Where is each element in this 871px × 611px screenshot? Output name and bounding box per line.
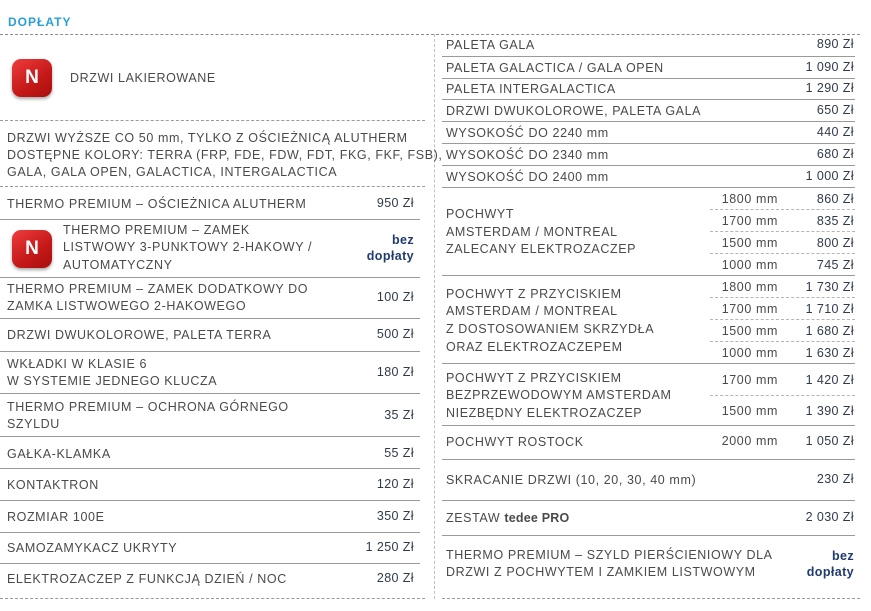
row-price: 230 Zł: [816, 472, 854, 486]
row-label: KONTAKTRON: [7, 478, 99, 492]
size-value: 1700 mm: [721, 214, 778, 228]
row-label: WYSOKOŚĆ DO 2400 mm: [446, 170, 609, 184]
section-heading: DOPŁATY: [8, 15, 72, 29]
zestaw-brand: tedee PRO: [504, 511, 570, 525]
row-label: THERMO PREMIUM – OCHRONA GÓRNEGO: [7, 400, 289, 414]
row-paleta-galactica: [442, 57, 855, 79]
sub-divider: [710, 297, 855, 298]
sub-divider: [710, 231, 855, 232]
size-price: 745 Zł: [816, 258, 854, 272]
row-label: PALETA INTERGALACTICA: [446, 82, 616, 96]
row-galka: [0, 437, 420, 469]
row-price: 890 Zł: [816, 37, 854, 51]
size-value: 1500 mm: [721, 404, 778, 418]
sub-divider: [710, 253, 855, 254]
row-label: THERMO PREMIUM – ZAMEK DODATKOWY DO: [7, 282, 309, 296]
row-label: THERMO PREMIUM – SZYLD PIERŚCIENIOWY DLA: [446, 548, 773, 562]
size-value: 1700 mm: [721, 373, 778, 387]
group-label: POCHWYT: [446, 207, 515, 221]
row-label: GAŁKA-KLAMKA: [7, 447, 111, 461]
wyzsze-line-2: DOSTĘPNE KOLORY: TERRA (FRP, FDE, FDW, FDT, FKG, FKF, FSB),: [7, 148, 443, 162]
wyzsze-line-3: GALA, GALA OPEN, GALACTICA, INTERGALACTICA: [7, 165, 338, 179]
group-label: POCHWYT Z PRZYCISKIEM: [446, 287, 622, 301]
row-label: PALETA GALA: [446, 38, 535, 52]
lakierowane-label: DRZWI LAKIEROWANE: [70, 71, 216, 85]
row-rozmiar: [0, 501, 420, 533]
size-value: 1500 mm: [721, 236, 778, 250]
row-ochrona-szyldu: [0, 394, 420, 437]
group-pochwyt-rostock: [442, 426, 855, 460]
group-pochwyt-bezprzewodowy: [442, 364, 855, 426]
row-label: SKRACANIE DRZWI (10, 20, 30, 40 mm): [446, 473, 697, 487]
row-label: W SYSTEMIE JEDNEGO KLUCZA: [7, 374, 218, 388]
row-elektrozaczep: [0, 564, 425, 599]
size-value: 1700 mm: [721, 302, 778, 316]
size-price: 860 Zł: [816, 192, 854, 206]
group-label: AMSTERDAM / MONTREAL: [446, 304, 618, 318]
group-label: AMSTERDAM / MONTREAL: [446, 225, 618, 239]
row-price: 950 Zł: [376, 196, 414, 210]
row-szyld: [442, 536, 860, 599]
row-price: 120 Zł: [376, 477, 414, 491]
size-value: 1000 mm: [721, 346, 778, 360]
row-price: 1 250 Zł: [365, 540, 414, 554]
sub-divider: [710, 341, 855, 342]
n-badge-icon: N: [12, 230, 52, 268]
size-value: 1000 mm: [721, 258, 778, 272]
row-price: 1 000 Zł: [805, 169, 854, 183]
row-label: WYSOKOŚĆ DO 2340 mm: [446, 148, 609, 162]
row-label: DRZWI DWUKOLOROWE, PALETA GALA: [446, 104, 702, 118]
group-label: ORAZ ELEKTROZACZEPEM: [446, 340, 623, 354]
row-paleta-intergalactica: [442, 79, 855, 100]
row-alutherm: [0, 187, 420, 220]
row-zamek-dodatkowy: [0, 278, 420, 319]
size-value: 1500 mm: [721, 324, 778, 338]
row-price: 1 090 Zł: [805, 60, 854, 74]
row-label: ZAMKA LISTWOWEGO 2-HAKOWEGO: [7, 299, 247, 313]
row-wysokosc-2340: [442, 144, 855, 166]
row-price: 35 Zł: [384, 408, 414, 422]
row-wysokosc-2400: [442, 166, 855, 188]
wyzsze-line-1: DRZWI WYŻSZE CO 50 mm, TYLKO Z OŚCIEŻNICĄ ALUTHERM: [7, 131, 408, 145]
row-price: 680 Zł: [816, 147, 854, 161]
row-label: LISTWOWY 3-PUNKTOWY 2-HAKOWY /: [63, 240, 313, 254]
group-label: NIEZBĘDNY ELEKTROZACZEP: [446, 406, 643, 420]
row-label: PALETA GALACTICA / GALA OPEN: [446, 61, 664, 75]
sub-divider: [710, 319, 855, 320]
row-label: DRZWI DWUKOLOROWE, PALETA TERRA: [7, 328, 272, 342]
row-samozamykacz: [0, 533, 420, 564]
size-price: 1 710 Zł: [805, 302, 854, 316]
size-value: 1800 mm: [721, 280, 778, 294]
row-dwukolorowe-gala: [442, 100, 855, 122]
row-label: WKŁADKI W KLASIE 6: [7, 357, 148, 371]
row-price: 350 Zł: [376, 509, 414, 523]
row-paleta-gala: [442, 34, 855, 57]
group-label: POCHWYT Z PRZYCISKIEM: [446, 371, 622, 385]
row-zestaw: [442, 501, 855, 536]
row-price: 1 290 Zł: [805, 81, 854, 95]
group-pochwyt: [442, 188, 855, 276]
column-divider: [434, 34, 435, 599]
row-price: 650 Zł: [816, 103, 854, 117]
row-price: 500 Zł: [376, 327, 414, 341]
row-label: DRZWI Z POCHWYTEM I ZAMKIEM LISTWOWYM: [446, 565, 756, 579]
size-price: 800 Zł: [816, 236, 854, 250]
row-lakierowane: [0, 34, 425, 121]
row-wkladki: [0, 352, 420, 394]
row-price: bez: [391, 233, 414, 247]
size-price: 1 050 Zł: [805, 434, 854, 448]
row-kontaktron: [0, 469, 420, 501]
row-skracanie: [442, 460, 855, 501]
group-label: BEZPRZEWODOWYM AMSTERDAM: [446, 388, 672, 402]
row-price: dopłaty: [806, 565, 854, 579]
row-price: 180 Zł: [376, 365, 414, 379]
group-pochwyt-przycisk: [442, 276, 855, 364]
row-label: SAMOZAMYKACZ UKRYTY: [7, 541, 178, 555]
size-price: 1 390 Zł: [805, 404, 854, 418]
row-wyzsze: [0, 121, 443, 187]
row-dwukolorowe-terra: [0, 319, 420, 352]
row-price: 280 Zł: [376, 571, 414, 585]
sub-divider: [710, 209, 855, 210]
row-price: 55 Zł: [384, 446, 414, 460]
row-label: ROZMIAR 100E: [7, 510, 105, 524]
n-badge-icon: N: [12, 59, 52, 97]
size-price: 1 420 Zł: [805, 373, 854, 387]
zestaw-prefix: ZESTAW: [446, 511, 501, 525]
row-label: [446, 510, 569, 527]
row-label: SZYLDU: [7, 417, 60, 431]
size-price: 1 630 Zł: [805, 346, 854, 360]
row-label: WYSOKOŚĆ DO 2240 mm: [446, 126, 609, 140]
size-price: 1 680 Zł: [805, 324, 854, 338]
row-label: THERMO PREMIUM – ZAMEK: [63, 223, 250, 237]
row-label: ELEKTROZACZEP Z FUNKCJĄ DZIEŃ / NOC: [7, 572, 287, 586]
sub-divider: [710, 395, 855, 396]
row-zamek-listwowy: [0, 220, 420, 278]
row-price: 100 Zł: [376, 290, 414, 304]
size-price: 835 Zł: [816, 214, 854, 228]
row-label: AUTOMATYCZNY: [63, 258, 173, 272]
group-label: POCHWYT ROSTOCK: [446, 435, 584, 449]
row-label: THERMO PREMIUM – OŚCIEŻNICA ALUTHERM: [7, 197, 307, 211]
row-price: dopłaty: [366, 249, 414, 263]
row-price: 2 030 Zł: [805, 510, 854, 524]
size-value: 2000 mm: [721, 434, 778, 448]
size-price: 1 730 Zł: [805, 280, 854, 294]
row-wysokosc-2240: [442, 122, 855, 144]
size-value: 1800 mm: [721, 192, 778, 206]
row-price: 440 Zł: [816, 125, 854, 139]
group-label: ZALECANY ELEKTROZACZEP: [446, 242, 637, 256]
row-price: bez: [831, 549, 854, 563]
group-label: Z DOSTOSOWANIEM SKRZYDŁA: [446, 322, 655, 336]
